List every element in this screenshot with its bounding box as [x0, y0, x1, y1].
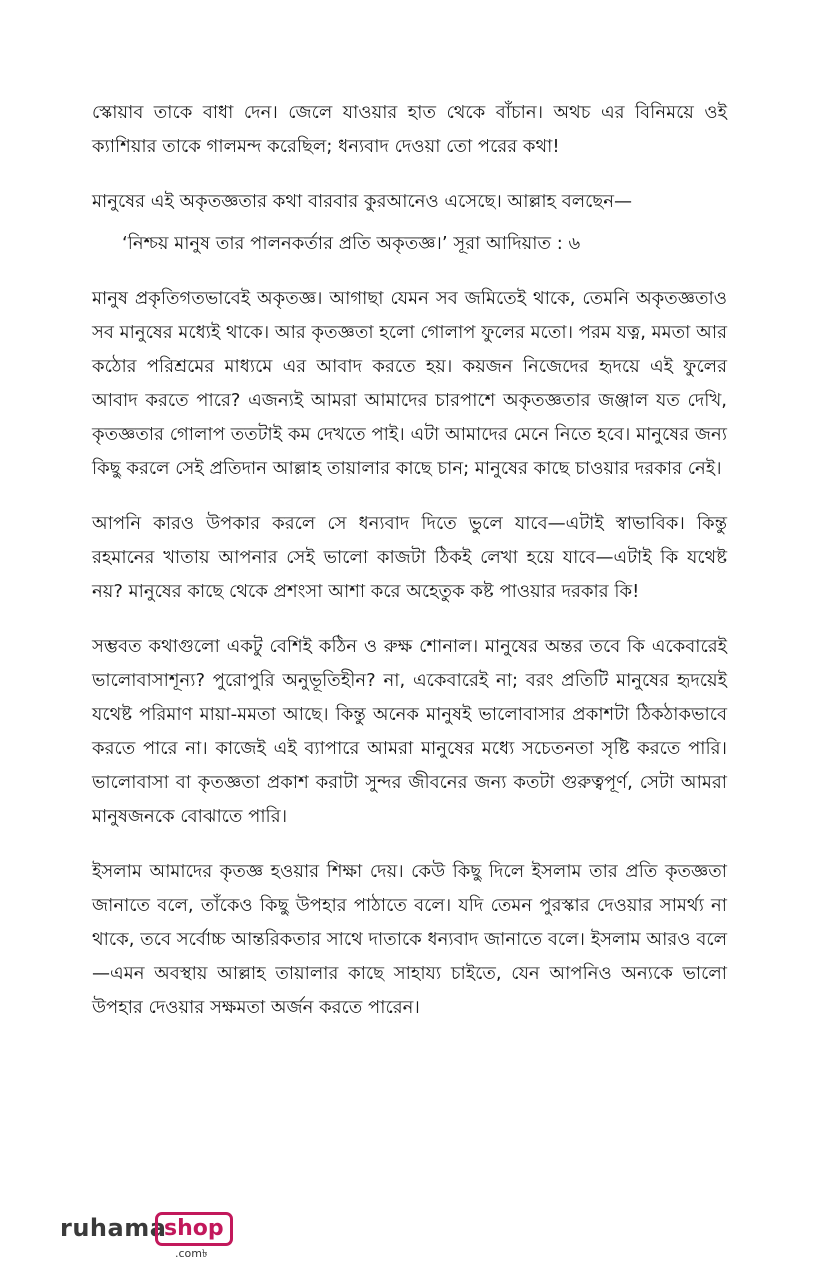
page-body: [92, 96, 727, 1025]
logo-badge: shop: [155, 1212, 233, 1246]
paragraph-6: ইসলাম আমাদের কৃতজ্ঞ হওয়ার শিক্ষা দেয়। কেউ কিছু দিলে ইসলাম তার প্রতি কৃতজ্ঞতা জানাতে বলে, তাঁকেও কিছু উপহার পাঠাতে বলে। যদি তেমন পুরস্কার দেওয়ার সামর্থ্য না থাকে, তবে সর্বোচ্চ আন্তরিকতার সাথে দাতাকে ধন্যবাদ জানাতে বলে। ইসলাম আরও বলে—এমন অবস্থায় আল্লাহ তায়ালার কাছে সাহায্য চাইতে, যেন আপনিও অন্যকে ভালো উপহার দেওয়ার সক্ষমতা অর্জন করতে পারেন।: [92, 861, 727, 1018]
logo-suffix: .com৳: [175, 1247, 208, 1260]
ruhamashop-logo: [60, 1212, 240, 1262]
paragraph-4: আপনি কারও উপকার করলে সে ধন্যবাদ দিতে ভুলে যাবে—এটাই স্বাভাবিক। কিন্তু রহমানের খাতায় আপনার সেই ভালো কাজটা ঠিকই লেখা হয়ে যাবে—এটাই কি যথেষ্ট নয়? মানুষের কাছে থেকে প্রশংসা আশা করে অহেতুক কষ্ট পাওয়ার দরকার কি!: [92, 513, 727, 602]
quote-verse: ‘নিশ্চয় মানুষ তার পালনকর্তার প্রতি অকৃতজ্ঞ।’ সূরা আদিয়াত : ৬: [122, 233, 581, 254]
paragraph-5: সম্ভবত কথাগুলো একটু বেশিই কঠিন ও রুক্ষ শোনাল। মানুষের অন্তর তবে কি একেবারেই ভালোবাসাশূন্য? পুরোপুরি অনুভূতিহীন? না, একেবারেই না; বরং প্রতিটি মানুষের হৃদয়েই যথেষ্ট পরিমাণ মায়া-মমতা আছে। কিন্তু অনেক মানুষই ভালোবাসার প্রকাশটা ঠিকঠাকভাবে করতে পারে না। কাজেই এই ব্যাপারে আমরা মানুষের মধ্যে সচেতনতা সৃষ্টি করতে পারি। ভালোবাসা বা কৃতজ্ঞতা প্রকাশ করাটা সুন্দর জীবনের জন্য কতটা গুরুত্বপূর্ণ, সেটা আমরা মানুষজনকে বোঝাতে পারি।: [92, 636, 727, 827]
paragraph-1: স্কোয়াব তাকে বাধা দেন। জেলে যাওয়ার হাত থেকে বাঁচান। অথচ এর বিনিময়ে ওই ক্যাশিয়ার তাকে গালমন্দ করেছিল; ধন্যবাদ দেওয়া তো পরের কথা!: [92, 102, 727, 157]
paragraph-2: মানুষের এই অকৃতজ্ঞতার কথা বারবার কুরআনেও এসেছে। আল্লাহ বলছেন—: [92, 191, 633, 212]
paragraph-3: মানুষ প্রকৃতিগতভাবেই অকৃতজ্ঞ। আগাছা যেমন সব জমিতেই থাকে, তেমনি অকৃতজ্ঞতাও সব মানুষের মধ্যেই থাকে। আর কৃতজ্ঞতা হলো গোলাপ ফুলের মতো। পরম যত্ন, মমতা আর কঠোর পরিশ্রমের মাধ্যমে এর আবাদ করতে হয়। কয়জন নিজেদের হৃদয়ে এই ফুলের আবাদ করতে পারে? এজন্যই আমরা আমাদের চারপাশে অকৃতজ্ঞতার জঞ্জাল যত দেখি, কৃতজ্ঞতার গোলাপ ততটাই কম দেখতে পাই। এটা আমাদের মেনে নিতে হবে। মানুষের জন্য কিছু করলে সেই প্রতিদান আল্লাহ তায়ালার কাছে চান; মানুষের কাছে চাওয়ার দরকার নেই।: [92, 288, 727, 479]
logo-name: ruhama: [60, 1214, 167, 1242]
